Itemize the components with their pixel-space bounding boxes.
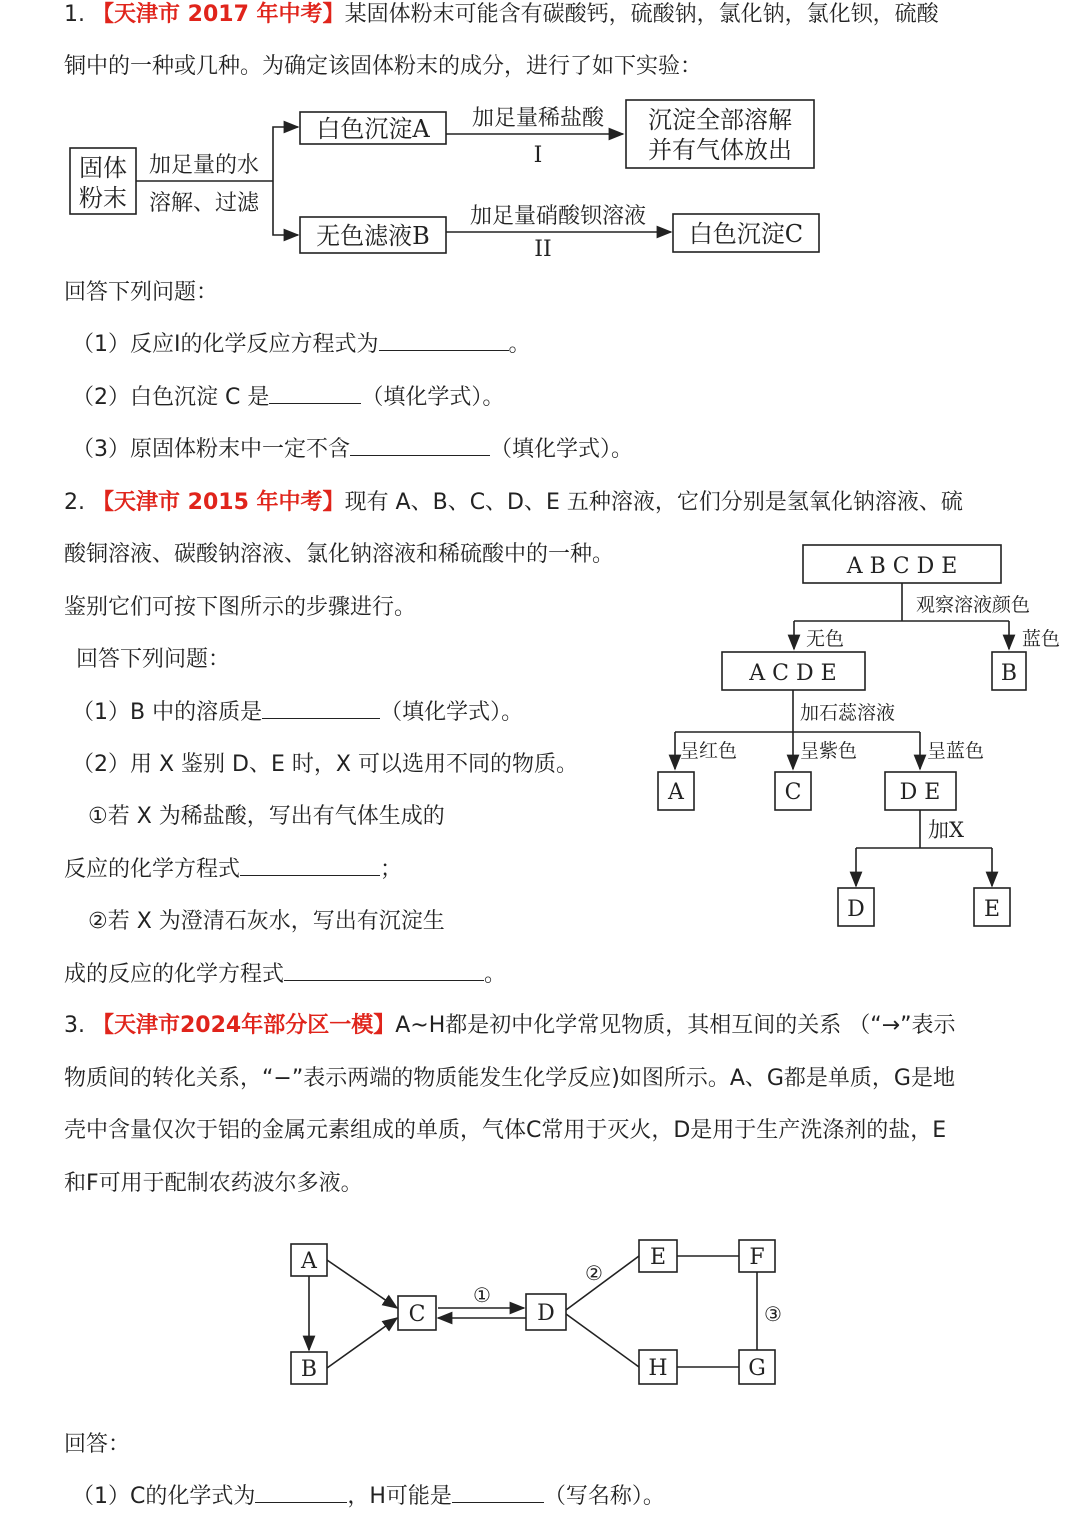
q1-prompt: 回答下列问题：	[64, 280, 219, 305]
q2-box-e-text: E	[983, 897, 1001, 922]
q2-part1-blank[interactable]	[262, 698, 380, 719]
q3-arrow-a-c	[327, 1260, 397, 1308]
q3-node-e-text: E	[649, 1245, 667, 1270]
q3-stem-text1: A~H都是初中化学常见物质，其相互间的关系 （“→”表示	[395, 1013, 956, 1038]
q2-box-all-text: A B C D E	[846, 554, 958, 579]
q3-part1-blank-h[interactable]	[452, 1482, 544, 1503]
q1-stem-line2: 铜中的一种或几种。为确定该固体粉末的成分，进行了如下实验：	[64, 54, 703, 79]
q2-part2: （2）用 X 鉴别 D、E 时，X 可以选用不同的物质。	[72, 752, 578, 777]
q1-step1-top-label: 加足量的水	[148, 153, 260, 178]
q2-part2-sub2-end: 。	[484, 962, 507, 987]
q3-node-b-text: B	[300, 1357, 318, 1382]
q2-label-observe: 观察溶液颜色	[916, 594, 1031, 616]
q3-relation-diagram	[280, 1230, 800, 1400]
q2-label-x: 加X	[928, 818, 964, 842]
q2-part2-sub2b	[64, 960, 506, 990]
q1-box-solid-powder-l2: 粉末	[79, 184, 127, 212]
q2-box-de-text: D E	[899, 780, 941, 805]
q3-node-g-text: G	[748, 1356, 766, 1381]
q3-node-f-text: F	[749, 1245, 765, 1270]
q1-arrow2-num: II	[534, 237, 552, 262]
q2-part2-sub1-blank[interactable]	[240, 855, 380, 876]
q1-result1-line2: 并有气体放出	[648, 136, 792, 164]
q1-part3	[72, 435, 633, 465]
q2-part1	[72, 698, 523, 728]
q1-part1-text: （1）反应Ⅰ的化学反应方程式为	[72, 332, 379, 357]
q2-part2-sub1b-text: 反应的化学方程式	[64, 857, 241, 882]
q1-stem-text1: 某固体粉末可能含有碳酸钙，硫酸钠，氯化钠，氯化钡，硫酸	[344, 2, 939, 27]
q3-stem-line3: 壳中含量仅次于铝的金属元素组成的单质，气体C常用于灭火，D是用于生产洗涤剂的盐，E	[64, 1118, 947, 1143]
q1-arrow-to-a	[273, 127, 298, 181]
q2-stem-line3: 鉴别它们可按下图所示的步骤进行。	[64, 595, 417, 620]
q2-part2-sub1b	[64, 855, 402, 885]
q2-stem-text1: 现有 A、B、C、D、E 五种溶液，它们分别是氢氧化钠溶液、硫	[344, 490, 963, 515]
q2-part2-sub1-end: ；	[380, 857, 403, 882]
q3-part1-mid: ，H可能是	[347, 1484, 452, 1509]
q3-link-d-h	[566, 1314, 639, 1367]
q2-flow-diagram	[640, 535, 1070, 935]
q2-box-c-text: C	[784, 780, 802, 805]
q3-label-1: ①	[473, 1283, 491, 1307]
q1-number: 1.	[64, 2, 85, 27]
q3-stem-line1	[64, 1011, 955, 1041]
q2-label-blue2: 呈蓝色	[927, 740, 985, 762]
q2-part2-sub2b-text: 成的反应的化学方程式	[64, 962, 285, 987]
q2-label-red: 呈红色	[680, 740, 738, 762]
q1-part3-blank[interactable]	[350, 435, 490, 456]
q3-source-tag: 【天津市2024年部分区一模】	[92, 1013, 396, 1038]
q2-part2-sub2-blank[interactable]	[284, 960, 484, 981]
q2-part2-sub2: ②若 X 为澄清石灰水，写出有沉淀生	[88, 909, 445, 934]
q1-part1-end: 。	[508, 332, 531, 357]
q2-stem-line1	[64, 488, 963, 518]
q1-part1	[72, 330, 531, 360]
q1-result1-line1: 沉淀全部溶解	[648, 106, 792, 134]
q1-box-c-text: 白色沉淀C	[688, 220, 804, 248]
q1-source-tag: 【天津市 2017 年中考】	[92, 2, 345, 27]
q3-part1-text: （1）C的化学式为	[72, 1484, 256, 1509]
q2-part2-sub1: ①若 X 为稀盐酸，写出有气体生成的	[88, 804, 445, 829]
q3-node-c-text: C	[408, 1302, 426, 1327]
q1-part2-text: （2）白色沉淀 C 是	[72, 385, 270, 410]
q1-part2-blank[interactable]	[269, 383, 361, 404]
q2-box-d-text: D	[847, 897, 865, 922]
q1-arrow1-num: I	[533, 143, 543, 168]
q2-label-purple: 呈紫色	[800, 740, 858, 762]
q2-source-tag: 【天津市 2015 年中考】	[92, 490, 345, 515]
q1-arrow-to-b	[273, 181, 298, 235]
q3-part1-blank-c[interactable]	[255, 1482, 347, 1503]
q1-arrow1-label: 加足量稀盐酸	[471, 106, 605, 131]
q2-label-blue: 蓝色	[1022, 628, 1061, 650]
q2-stem-line2: 酸铜溶液、碳酸钠溶液、氯化钠溶液和稀硫酸中的一种。	[64, 542, 615, 567]
q1-box-a-text: 白色沉淀A	[316, 115, 430, 143]
q3-stem-line2: 物质间的转化关系，“−”表示两端的物质能发生化学反应)如图所示。A、G都是单质，G是地	[64, 1066, 955, 1091]
q2-prompt: 回答下列问题：	[76, 647, 231, 672]
q2-box-a-text: A	[668, 780, 684, 805]
q3-stem-line4: 和F可用于配制农药波尔多液。	[64, 1171, 363, 1196]
q3-part1-end: （写名称）。	[543, 1484, 665, 1509]
q3-label-3: ③	[764, 1302, 782, 1326]
q1-flow-diagram	[0, 90, 1080, 270]
q1-arrow2-label: 加足量硝酸钡溶液	[469, 204, 647, 229]
q3-number: 3.	[64, 1013, 85, 1038]
q2-part1-end: （填化学式）。	[380, 700, 524, 725]
q2-label-litmus: 加石蕊溶液	[800, 702, 896, 724]
q1-box-solid-powder-l1: 固体	[79, 154, 127, 182]
q3-node-h-text: H	[648, 1356, 668, 1381]
q1-part2	[72, 383, 504, 413]
q1-box-b-text: 无色滤液B	[316, 222, 430, 250]
q3-node-a-text: A	[301, 1249, 317, 1274]
q1-part3-end: （填化学式）。	[490, 437, 634, 462]
q2-part1-text: （1）B 中的溶质是	[72, 700, 263, 725]
q1-part1-blank[interactable]	[379, 330, 509, 351]
q3-prompt: 回答：	[64, 1432, 131, 1457]
q3-arrow-b-c	[327, 1318, 397, 1368]
q1-step1-bottom-label: 溶解、过滤	[148, 191, 260, 216]
q3-node-d-text: D	[537, 1301, 555, 1326]
q2-box-acde-text: A C D E	[749, 661, 837, 686]
q2-label-colorless: 无色	[806, 628, 845, 650]
q1-stem-line1	[64, 0, 939, 30]
q2-box-b-text: B	[1000, 661, 1018, 686]
q1-part2-end: （填化学式）。	[361, 385, 505, 410]
q3-label-2: ②	[585, 1261, 603, 1285]
q3-part1	[72, 1482, 665, 1512]
q2-number: 2.	[64, 490, 85, 515]
q1-part3-text: （3）原固体粉末中一定不含	[72, 437, 350, 462]
